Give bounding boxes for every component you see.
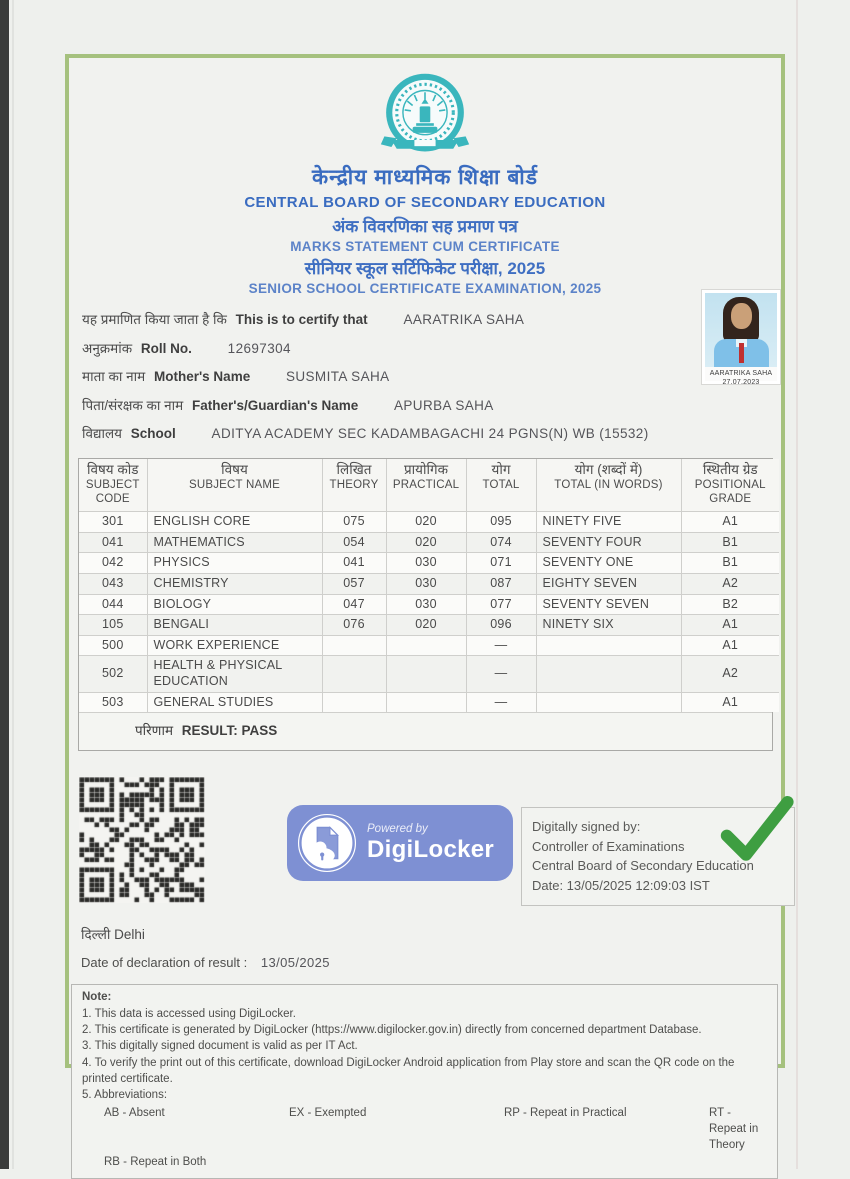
digilocker-badge <box>287 805 513 881</box>
student-photo-image <box>705 293 777 367</box>
notes-title: Note: <box>82 991 112 1004</box>
table-row <box>79 615 779 636</box>
mother-label-english: Mother's Name <box>153 369 251 385</box>
roll-label-english: Roll No. <box>140 340 192 356</box>
digilocker-icon <box>297 813 357 873</box>
certify-label-english: This is to certify that <box>235 312 368 328</box>
org-name-hindi: केन्द्रीय माध्यमिक शिक्षा बोर्ड <box>312 166 538 189</box>
place-english: Delhi <box>114 927 145 943</box>
note-item: 4. To verify the print out of this certificate, download DigiLocker Android application from Play store and scan the QR code on the printed certificate. <box>82 1056 735 1085</box>
table-cell: EIGHTY SEVEN <box>536 573 681 594</box>
table-row <box>79 692 779 712</box>
table-row <box>79 656 779 692</box>
student-photo <box>701 289 781 385</box>
table-cell: A2 <box>681 573 779 594</box>
father-label-english: Father's/Guardian's Name <box>192 397 359 413</box>
table-cell: A1 <box>681 635 779 656</box>
table-row <box>79 573 779 594</box>
result-line <box>79 712 772 750</box>
table-cell: GENERAL STUDIES <box>147 692 322 712</box>
table-cell: B1 <box>681 553 779 574</box>
table-cell: BIOLOGY <box>147 594 322 615</box>
place-hindi: दिल्ली <box>81 927 111 943</box>
table-cell <box>536 692 681 712</box>
digilocker-label: DigiLocker <box>367 835 495 863</box>
column-header: लिखित THEORY <box>322 459 386 511</box>
abbreviation-item: RB - Repeat in Both <box>104 1155 207 1168</box>
table-cell: 044 <box>79 594 147 615</box>
table-cell: — <box>466 635 536 656</box>
roll-label-hindi: अनुक्रमांक <box>82 340 133 356</box>
checkmark-icon <box>714 794 794 866</box>
abbreviation-item: RT - Repeat in Theory <box>709 1106 759 1152</box>
table-cell: A1 <box>681 615 779 636</box>
note-item: 5. Abbreviations: <box>82 1089 168 1102</box>
column-header: स्थितीय ग्रेड POSITIONAL GRADE <box>681 459 779 511</box>
scan-edge <box>0 0 9 1169</box>
cbse-logo-icon <box>372 71 478 163</box>
notes-box <box>71 984 778 1179</box>
table-cell <box>386 656 466 692</box>
table-cell: NINETY FIVE <box>536 512 681 533</box>
table-cell: A2 <box>681 656 779 692</box>
powered-by-label: Powered by <box>367 822 428 835</box>
mother-name: SUSMITA SAHA <box>285 369 390 385</box>
table-cell: 041 <box>322 553 386 574</box>
table-cell <box>322 635 386 656</box>
table-cell: A1 <box>681 512 779 533</box>
table-cell: 043 <box>79 573 147 594</box>
table-cell: 030 <box>386 573 466 594</box>
table-row <box>79 512 779 533</box>
place-line <box>81 925 781 943</box>
result-label-hindi: परिणाम <box>135 723 174 739</box>
father-name: APURBA SAHA <box>394 397 494 413</box>
roll-number: 12697304 <box>227 340 291 356</box>
table-cell: PHYSICS <box>147 553 322 574</box>
table-cell: 074 <box>466 532 536 553</box>
abbreviation-item: RP - Repeat in Practical <box>504 1106 627 1119</box>
table-cell: 020 <box>386 512 466 533</box>
table-cell: 500 <box>79 635 147 656</box>
column-header: प्रायोगिक PRACTICAL <box>386 459 466 511</box>
declaration-date: 13/05/2025 <box>260 955 330 971</box>
table-row <box>79 553 779 574</box>
table-cell: B2 <box>681 594 779 615</box>
marks-table <box>79 459 779 712</box>
table-cell: CHEMISTRY <box>147 573 322 594</box>
student-name: AARATRIKA SAHA <box>403 312 525 328</box>
note-item: 3. This digitally signed document is valid as per IT Act. <box>82 1040 358 1053</box>
column-header: विषय कोड SUBJECT CODE <box>79 459 147 511</box>
table-cell: 503 <box>79 692 147 712</box>
mother-line <box>82 367 661 385</box>
table-cell <box>386 692 466 712</box>
table-cell: A1 <box>681 692 779 712</box>
signature-line-3: Central Board of Secondary Education <box>532 858 754 874</box>
table-cell: B1 <box>681 532 779 553</box>
table-cell <box>536 635 681 656</box>
table-row <box>79 594 779 615</box>
table-cell: 105 <box>79 615 147 636</box>
scan-right-shadow <box>796 0 798 1169</box>
table-cell: 054 <box>322 532 386 553</box>
father-line <box>82 396 661 414</box>
signature-box <box>521 807 795 906</box>
table-cell: 020 <box>386 615 466 636</box>
mother-label-hindi: माता का नाम <box>82 369 146 385</box>
table-cell: 077 <box>466 594 536 615</box>
table-cell: 020 <box>386 532 466 553</box>
table-cell <box>386 635 466 656</box>
column-header: योग TOTAL <box>466 459 536 511</box>
table-row <box>79 635 779 656</box>
marks-table-box <box>78 458 773 751</box>
table-cell: ENGLISH CORE <box>147 512 322 533</box>
table-cell: 071 <box>466 553 536 574</box>
abbreviation-item: EX - Exempted <box>289 1106 367 1119</box>
certify-line <box>82 310 661 328</box>
roll-line <box>82 339 661 357</box>
org-name-english: CENTRAL BOARD OF SECONDARY EDUCATION <box>244 194 606 212</box>
note-item: 2. This certificate is generated by DigiLocker (https://www.digilocker.gov.in) directly from concerned department Database. <box>82 1023 702 1036</box>
student-info <box>82 310 661 442</box>
table-cell: 502 <box>79 656 147 692</box>
exam-title-hindi: सीनियर स्कूल सर्टिफिकेट परीक्षा, 2025 <box>304 259 546 279</box>
qr-code <box>79 777 205 903</box>
column-header: योग (शब्दों में) TOTAL (IN WORDS) <box>536 459 681 511</box>
table-cell: 076 <box>322 615 386 636</box>
table-cell: 030 <box>386 594 466 615</box>
photo-caption: AARATRIKA SAHA 27.07.2023 <box>709 370 773 387</box>
school-name: ADITYA ACADEMY SEC KADAMBAGACHI 24 PGNS(N) WB (15532) <box>211 426 649 442</box>
exam-title-english: SENIOR SCHOOL CERTIFICATE EXAMINATION, 2025 <box>248 281 602 297</box>
table-cell: 095 <box>466 512 536 533</box>
declaration-line <box>81 955 781 970</box>
table-cell: NINETY SIX <box>536 615 681 636</box>
table-cell: 030 <box>386 553 466 574</box>
table-cell: SEVENTY SEVEN <box>536 594 681 615</box>
table-cell: 301 <box>79 512 147 533</box>
scan-shadow <box>12 0 14 1169</box>
doc-title-english: MARKS STATEMENT CUM CERTIFICATE <box>290 239 560 255</box>
table-cell <box>322 656 386 692</box>
school-label-english: School <box>130 426 176 442</box>
table-cell: 075 <box>322 512 386 533</box>
signature-line-1: Digitally signed by: <box>532 819 641 835</box>
father-label-hindi: पिता/संरक्षक का नाम <box>82 397 184 413</box>
table-cell: 096 <box>466 615 536 636</box>
table-cell: 047 <box>322 594 386 615</box>
school-line <box>82 424 661 442</box>
table-cell: — <box>466 692 536 712</box>
table-cell <box>536 656 681 692</box>
signature-line-4: Date: 13/05/2025 12:09:03 IST <box>532 877 710 893</box>
table-cell: — <box>466 656 536 692</box>
table-cell: 041 <box>79 532 147 553</box>
certificate-frame <box>65 54 785 1168</box>
school-label-hindi: विद्यालय <box>82 426 122 442</box>
table-cell <box>322 692 386 712</box>
table-cell: BENGALI <box>147 615 322 636</box>
table-cell: 057 <box>322 573 386 594</box>
abbreviation-item: AB - Absent <box>104 1106 165 1119</box>
column-header: विषय SUBJECT NAME <box>147 459 322 511</box>
table-cell: SEVENTY FOUR <box>536 532 681 553</box>
note-item: 1. This data is accessed using DigiLocker. <box>82 1007 296 1020</box>
signature-line-2: Controller of Examinations <box>532 838 685 854</box>
table-cell: HEALTH & PHYSICAL EDUCATION <box>147 656 322 692</box>
table-cell: WORK EXPERIENCE <box>147 635 322 656</box>
result-value: RESULT: PASS <box>181 723 278 739</box>
table-cell: SEVENTY ONE <box>536 553 681 574</box>
table-cell: 087 <box>466 573 536 594</box>
table-cell: 042 <box>79 553 147 574</box>
declaration-label: Date of declaration of result : <box>81 955 248 971</box>
doc-title-hindi: अंक विवरणिका सह प्रमाण पत्र <box>332 217 518 236</box>
table-row <box>79 532 779 553</box>
table-cell: MATHEMATICS <box>147 532 322 553</box>
certify-label-hindi: यह प्रमाणित किया जाता है कि <box>82 312 227 328</box>
